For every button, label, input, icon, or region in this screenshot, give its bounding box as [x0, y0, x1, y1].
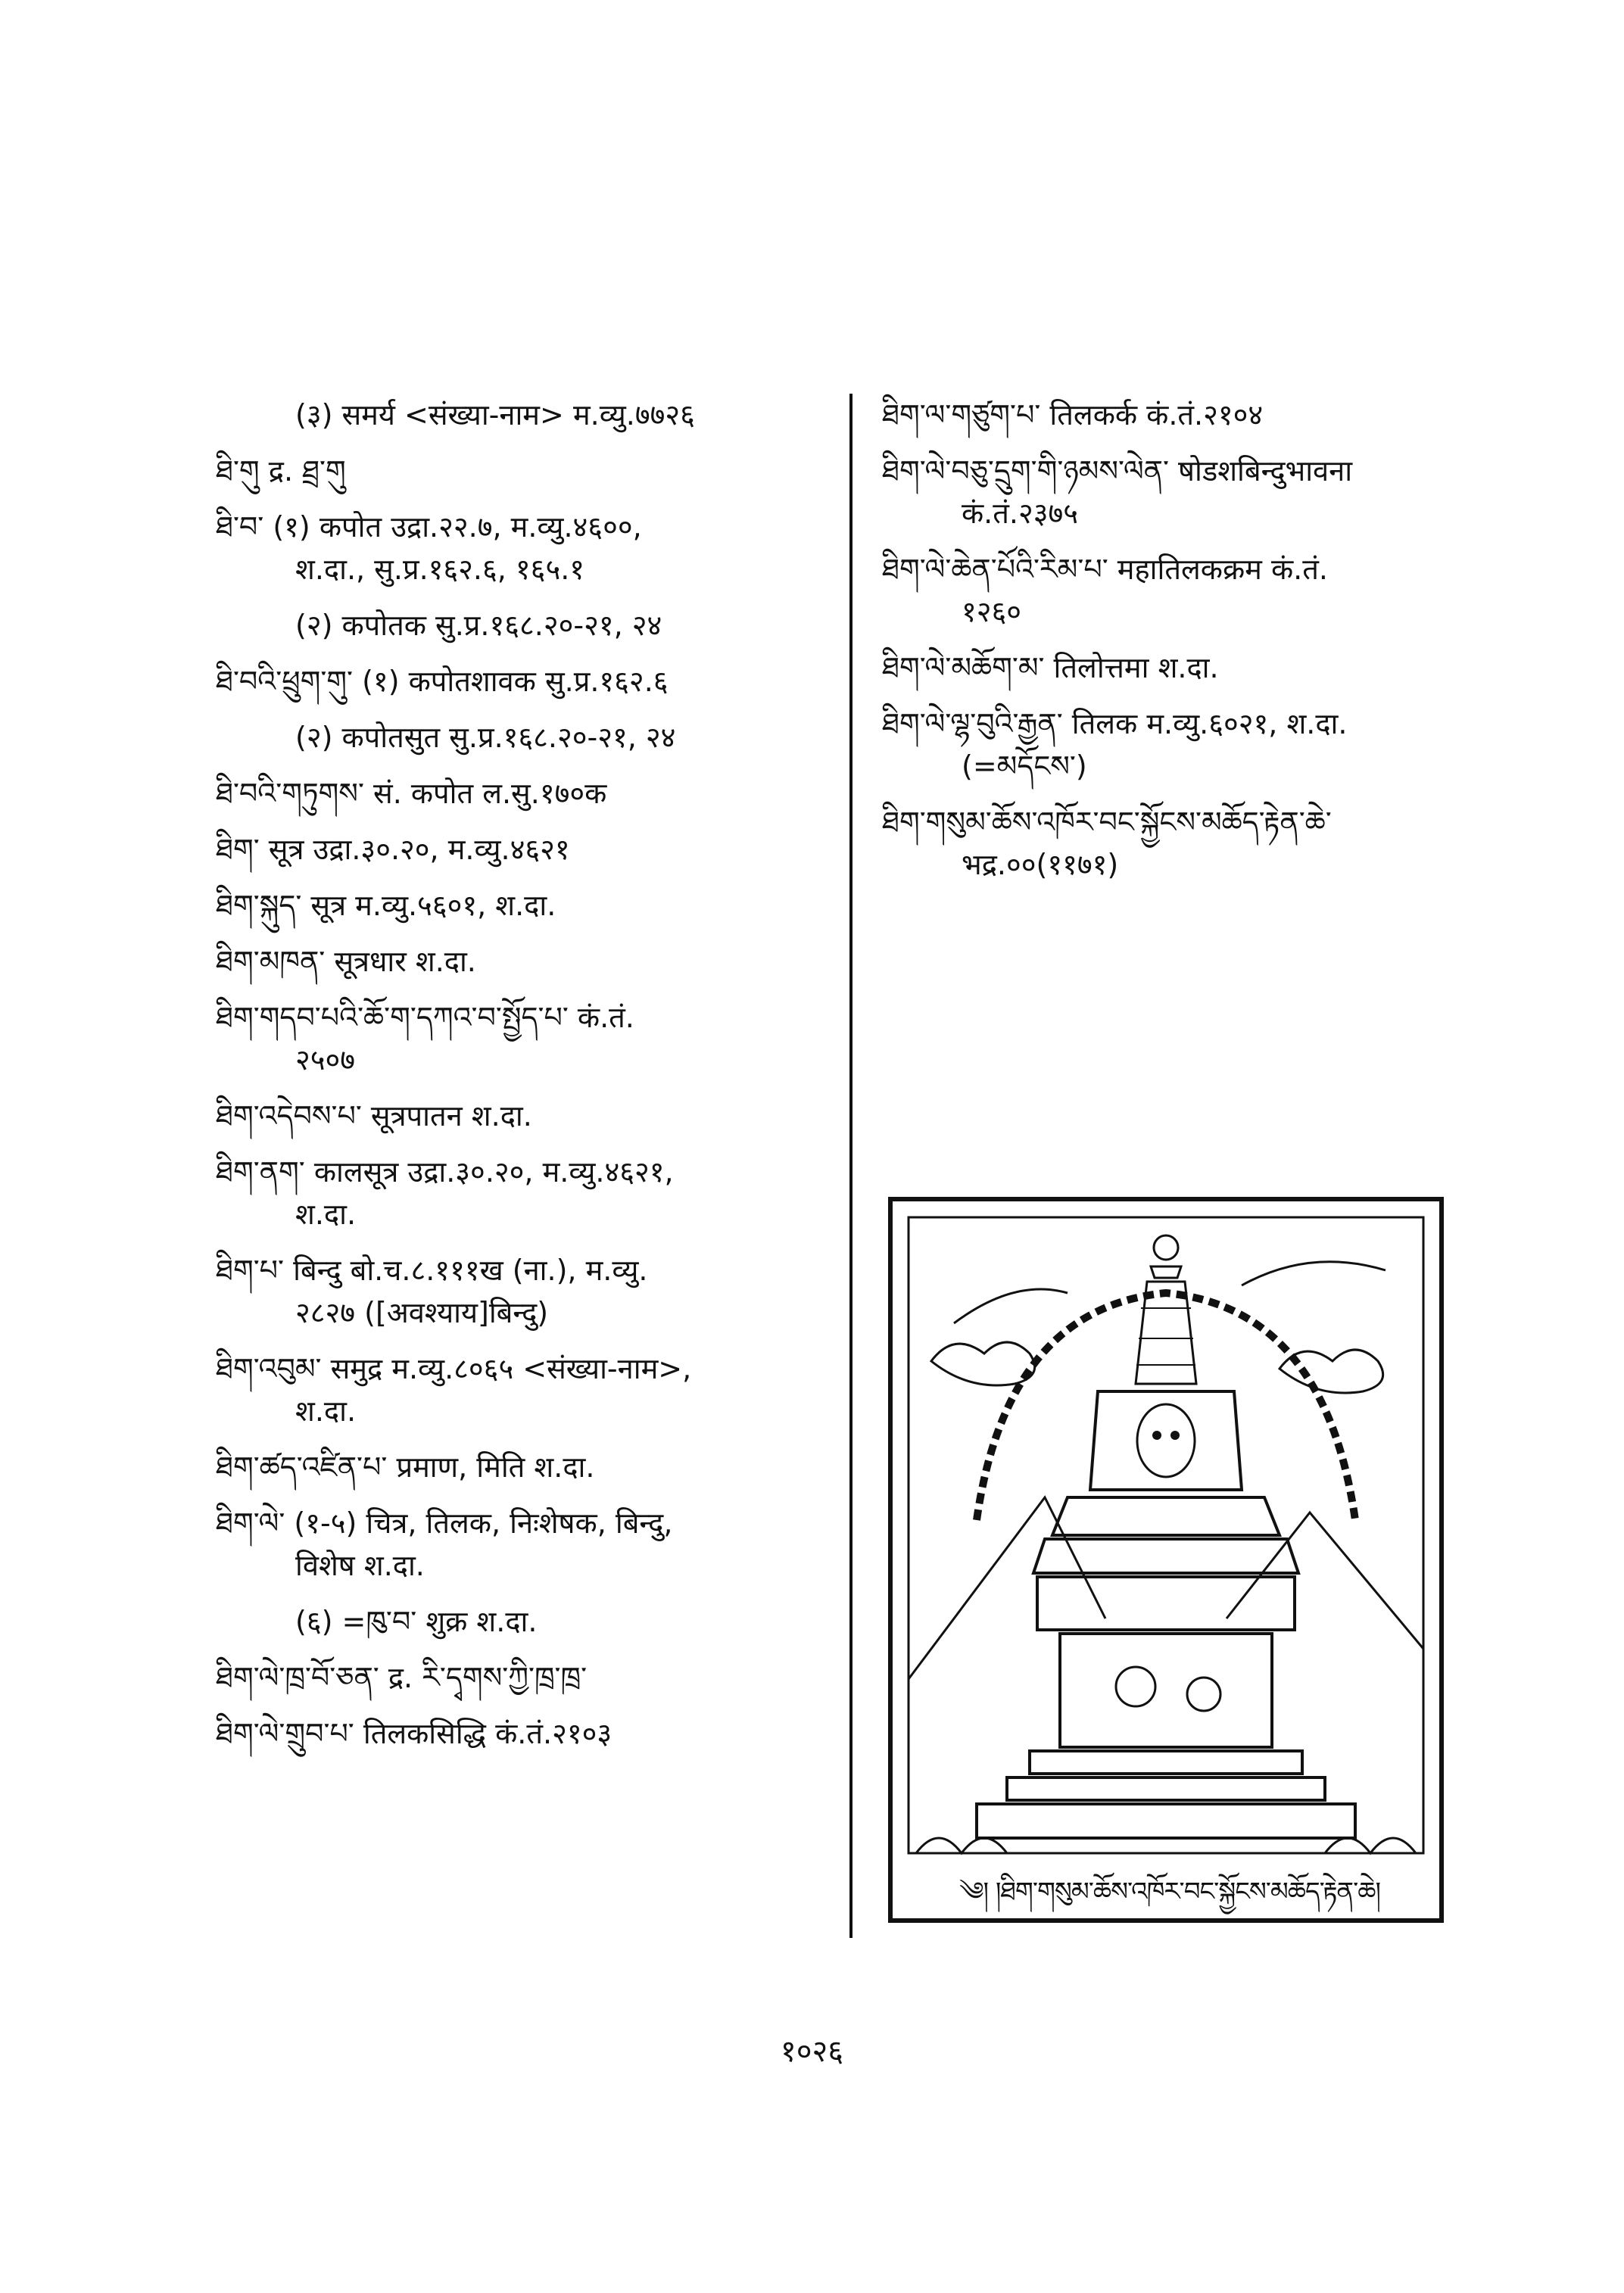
stupa-illustration [886, 1195, 1446, 1925]
entry-text: ཐིག་ལ་གཙུག་པ་ तिलकर्क कं.तं.२१०४ [882, 398, 1264, 431]
entry-text: ཐིག་ཚད་འཛིན་པ་ प्रमाण, मिति श.दा. [216, 1450, 595, 1484]
right-column [882, 394, 1480, 899]
entry-continuation: श.दा. [295, 1198, 357, 1231]
entry-text: (३) समर्य <संख्या-नाम> म.व्यु.७७२६ [295, 398, 695, 431]
entry-text: ཐིག་ལེ་གྲུབ་པ་ तिलकसिद्धि कं.तं.२१०३ [216, 1717, 613, 1750]
entry-text: ཐིག་གདབ་པའི་ཆོ་ག་དཀའ་བ་སྤྱོད་པ་ कं.तं. [216, 1001, 634, 1034]
entry-continuation: श.दा. [295, 1394, 357, 1428]
entry-text: ཐི་བའི་གཏུགས་ सं. कपोत ल.सु.१७०क [216, 777, 607, 810]
dictionary-entry [216, 450, 829, 492]
entry-text: ཐིག་ལེ་ཁྲ་བོ་ཅན་ द्र. རི་དྭགས་ཀྱི་ཁྲ་ཁྲ་ [216, 1661, 588, 1694]
entry-continuation: विशेष श.दा. [295, 1549, 425, 1582]
page-number: १०२६ [780, 2034, 844, 2069]
dictionary-entry [882, 394, 1480, 436]
stupa-drawing [886, 1195, 1446, 1925]
dictionary-entry [216, 604, 829, 646]
dictionary-entry [216, 506, 829, 590]
entry-text: ཐིག་ལེ་བཅུ་དྲུག་གི་ཉམས་ལེན་ षोडशबिन्दुभावना [882, 454, 1353, 488]
dictionary-entry [216, 1347, 829, 1432]
dictionary-entry [882, 703, 1480, 787]
dictionary-entry [216, 828, 829, 871]
dictionary-entry [882, 548, 1480, 633]
entry-text: ཐིག་གསུམ་ཆོས་འཁོར་བང་སྐྱོངས་མཆོད་རྟེན་ཆེ་ [882, 805, 1332, 839]
dictionary-entry [216, 1151, 829, 1235]
entry-text: ཐིག་ནག་ कालसूत्र उद्रा.३०.२०, म.व्यु.४६२१, [216, 1155, 674, 1189]
entry-text: ཐིག་མཁན་ सूत्रधार श.दा. [216, 945, 476, 978]
entry-text: ཐིག་འབུམ་ समुद्र म.व्यु.८०६५ <संख्या-नाम>, [216, 1352, 692, 1385]
entry-text: (२) कपोतसुत सु.प्र.१६८.२०-२१, २४ [295, 721, 676, 754]
dictionary-entry [216, 1446, 829, 1488]
dictionary-entry [216, 996, 829, 1081]
dictionary-entry [216, 772, 829, 815]
entry-text: ཐིག་ལེ་ (१-५) चित्र, तिलक, निःशेषक, बिन्दु, [216, 1506, 673, 1540]
dictionary-entry [882, 801, 1480, 886]
entry-continuation: २५०७ [295, 1043, 356, 1076]
column-divider [849, 394, 853, 1938]
entry-text: ཐིག་ सूत्र उद्रा.३०.२०, म.व्यु.४६२१ [216, 833, 570, 866]
entry-continuation: १२६० [962, 595, 1022, 628]
entry-continuation: २८२७ ([अवश्याय]बिन्दु) [295, 1296, 549, 1329]
entry-continuation: (=མདོངས་) [962, 749, 1087, 783]
entry-continuation: कं.तं.२३७५ [962, 497, 1079, 530]
dictionary-entry [216, 884, 829, 927]
dictionary-entry [882, 646, 1480, 689]
dictionary-entry [216, 1656, 829, 1699]
dictionary-entry [216, 1095, 829, 1137]
entry-text: ཐིག་པ་ बिन्दु बो.च.८.१११ख (ना.), म.व्यु. [216, 1254, 648, 1287]
entry-text: ཐི་གུ द्र. ཐྲ་གུ [216, 454, 346, 488]
figure-caption: ༄། །ཐིག་གསུམ་ཆོས་འཁོར་བང་སྐྱོངས་མཆོད་རྟེན་ཆེ། [959, 1877, 1380, 1907]
dictionary-entry [216, 1502, 829, 1587]
entry-text: ཐིག་ལེ་ཆེན་པོའི་རིམ་པ་ महातिलकक्रम कं.तं. [882, 553, 1328, 586]
entry-text: ཐིག་འདེབས་པ་ सूत्रपातन श.दा. [216, 1099, 532, 1132]
dictionary-entry [216, 660, 829, 703]
dictionary-entry [216, 1249, 829, 1334]
dictionary-entry [216, 716, 829, 759]
entry-continuation: श.दा., सु.प्र.१६२.६, १६५.१ [295, 553, 585, 586]
dictionary-entry [216, 940, 829, 983]
entry-text: (२) कपोतक सु.प्र.१६८.२०-२१, २४ [295, 609, 662, 642]
dictionary-entry [882, 450, 1480, 534]
entry-text: ཐི་བའི་ཕྲུག་གུ་ (१) कपोतशावक सु.प्र.१६२.६ [216, 665, 669, 698]
entry-text: ཐིག་ལེ་མཆོག་མ་ तिलोत्तमा श.दा. [882, 651, 1219, 684]
dictionary-entry [216, 1600, 829, 1643]
entry-continuation: भद्र.००(११७१) [962, 848, 1119, 881]
dictionary-entry [216, 394, 829, 436]
entry-text: ཐིག་སྐུད་ सूत्र म.व्यु.५६०१, श.दा. [216, 889, 556, 922]
dictionary-entry [216, 1712, 829, 1755]
entry-text: (६) =ཁུ་བ་ शुक्र श.दा. [295, 1605, 538, 1638]
entry-text: ཐི་བ་ (१) कपोत उद्रा.२२.७, म.व्यु.४६००, [216, 510, 642, 544]
entry-text: ཐིག་ལེ་ལྷ་བུའི་རྒྱན་ तिलक म.व्यु.६०२१, श.दा. [882, 707, 1348, 740]
left-column [216, 394, 829, 1768]
